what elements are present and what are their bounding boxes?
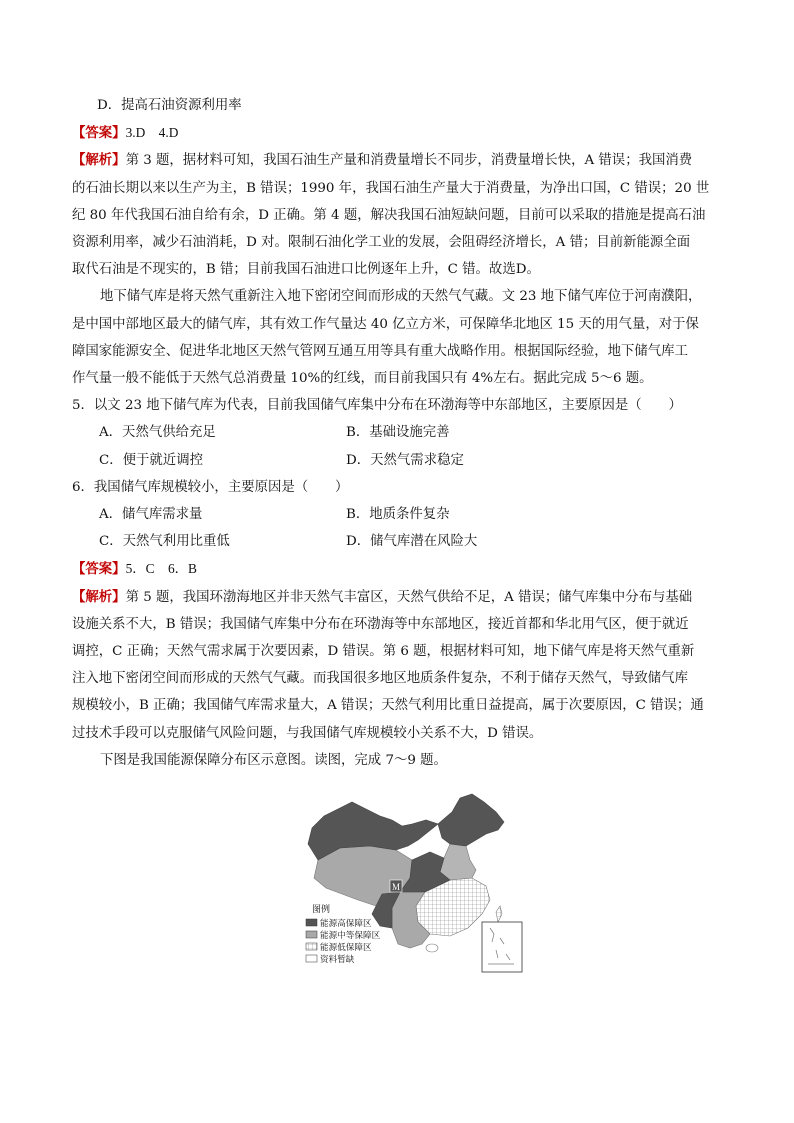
legend-label-medium: 能源中等保障区 [320,931,381,941]
map-label-m: M [391,882,401,892]
question-5-options-row-1 [72,419,722,446]
intro-7-9: 下图是我国能源保障分布区示意图。读图，完成 7～9 题。 [100,752,447,768]
analysis-3-4-line-1 [72,147,722,174]
question-6-option-b: B．地质条件复杂 [346,507,450,523]
analysis-5-6-line-2: 设施关系不大，B 错误；我国储气库集中分布在环渤海等中东部地区，接近首都和华北用气区，便于就近 [72,616,689,632]
passage-line-4: 作气量一般不能低于天然气总消费量 10%的红线，而目前我国只有 4%左右。据此完成 5～6 题。 [72,371,653,387]
question-5-option-b: B．基础设施完善 [346,425,450,441]
question-5-option-c: C．便于就近调控 [99,452,203,468]
question-6-stem: 6．我国储气库规模较小，主要原因是（ ） [72,479,349,495]
map-hainan-island [426,944,438,952]
question-6-options-row-1 [72,501,722,528]
map-region-high-northeast [438,794,504,846]
analysis-5-6-line-6: 过技术手段可以克服储气风险问题，与我国储气库规模较小关系不大，D 错误。 [72,725,543,741]
legend-swatch-medium [306,931,317,938]
question-5-options-row-2 [72,447,722,474]
legend-swatch-missing [306,955,317,962]
document-page [72,92,722,774]
analysis-3-4-line-2: 的石油长期以来以生产为主，B 错误；1990 年，我国石油生产量大于消费量，为净出口国，C 错误；20 世 [72,180,710,196]
legend-label-missing: 资料暂缺 [320,955,355,965]
china-energy-map-figure [300,788,528,976]
map-legend-title: 图例 [312,905,331,915]
legend-label-high: 能源高保障区 [320,919,372,929]
q4-option-d: D．提高石油资源利用率 [97,98,242,113]
answer-5-6 [72,555,722,583]
question-5-stem: 5．以文 23 地下储气库为代表，目前我国储气库集中分布在环渤海等中东部地区，主要原因是（ ） [72,398,682,414]
question-6-option-c: C．天然气利用比重低 [99,534,230,550]
analysis-5-6-line-3: 调控，C 正确；天然气需求属于次要因素，D 错误。第 6 题，根据材料可知，地下储气库是将天然气重新 [72,644,695,659]
answer-3-4 [72,119,722,147]
question-6-options-row-2 [72,528,722,555]
map-region-medium-east [440,844,476,880]
map-taiwan-island [496,906,502,922]
analysis-text: 第 5 题，我国环渤海地区并非天然气丰富区，天然气供给不足，A 错误；储气库集中分布与基础 [125,589,693,605]
question-6-option-a: A．储气库需求量 [99,507,203,523]
passage-line-3: 障国家能源安全、促进华北地区天然气管网互通互用等具有重大战略作用。根据国际经验，地下储气库工 [72,343,688,359]
china-energy-map [300,788,528,976]
map-inset-frame [482,922,522,972]
analysis-tag: 【解析】 [72,588,126,605]
analysis-text: 第 3 题，据材料可知，我国石油生产量和消费量增长不同步，消费量增长快，A 错误；我国消费 [125,153,693,169]
answer-tag: 【答案】 [72,561,126,578]
analysis-5-6-line-4: 注入地下密闭空间而形成的天然气气藏。而我国很多地区地质条件复杂，不利于储存天然气，导致储气库 [72,671,688,687]
analysis-5-6-line-1 [72,584,722,611]
question-6-option-d: D．储气库潜在风险大 [346,534,478,550]
passage-line-2: 是中国中部地区最大的储气库，其有效工作气量达 40 亿立方米，可保障华北地区 15 天的用气量，对于保 [72,316,699,332]
legend-swatch-low [306,943,317,950]
analysis-3-4-line-4: 资源利用率，减少石油消耗，D 对。限制石油化学工业的发展，会阻碍经济增长，A 错；目前新能源全面 [72,235,691,251]
analysis-5-6-line-5: 规模较小，B 正确；我国储气库需求量大，A 错误；天然气利用比重日益提高，属于次要原因，C 错误；通 [72,698,704,714]
answer-tag: 【答案】 [72,125,126,142]
question-5-option-a: A．天然气供给充足 [99,425,216,441]
answer-text: 3.D 4.D [125,125,179,141]
answer-text: 5．C 6．B [125,561,197,577]
analysis-3-4-line-3: 纪 80 年代我国石油自给有余，D 正确。第 4 题，解决我国石油短缺问题，目前可以采取的措施是提高石油 [72,207,706,223]
legend-label-low: 能源低保障区 [320,943,372,953]
analysis-3-4-line-5: 取代石油是不现实的，B 错；目前我国石油进口比例逐年上升，C 错。故选D。 [72,262,540,278]
passage-line-1: 地下储气库是将天然气重新注入地下密闭空间而形成的天然气气藏。文 23 地下储气库位于河南濮阳， [100,289,702,305]
question-5-option-d: D．天然气需求稳定 [346,452,464,468]
legend-swatch-high [306,919,317,926]
analysis-tag: 【解析】 [72,152,126,169]
